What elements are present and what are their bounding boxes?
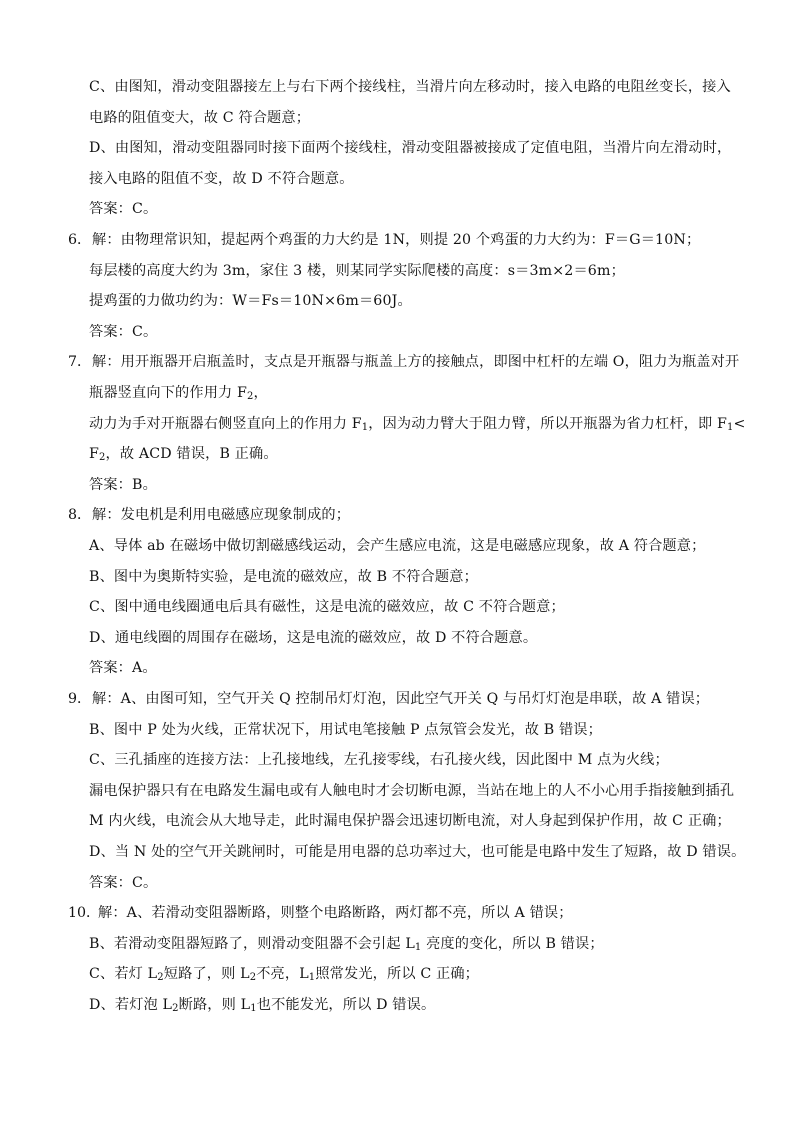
text-line: [89, 475, 157, 495]
text-segment: 瓶器竖直向下的作用力 F: [89, 385, 248, 401]
text-segment: 接入电路的阻值不变，故 D 不符合题意。: [89, 171, 354, 187]
text-line: [92, 505, 350, 525]
text-line: [89, 261, 625, 281]
text-line: [89, 536, 705, 556]
subscript: 2: [99, 452, 106, 463]
text-segment: D、若灯泡 L: [89, 997, 173, 1013]
text-line: [89, 811, 731, 831]
text-line: [89, 964, 479, 984]
text-line: [89, 291, 412, 311]
text-segment: 亮度的变化，所以 B 错误；: [421, 936, 604, 952]
subscript: 1: [361, 422, 369, 433]
text-line: [92, 352, 739, 372]
text-segment: C、图中通电线圈通电后具有磁性，这是电流的磁效应，故 C 不符合题意；: [89, 599, 565, 615]
text-segment: 提鸡蛋的力做功约为：W＝Fs＝10N×6m＝60J。: [89, 293, 412, 309]
text-line: [89, 597, 565, 617]
subscript: 2: [249, 972, 257, 983]
text-segment: C、三孔插座的连接方法：上孔接地线，左孔接零线，右孔接火线，因此图中 M 点为火线；: [89, 752, 669, 768]
text-line: [89, 383, 268, 403]
text-line: [89, 628, 537, 648]
text-segment: 动力为手对开瓶器右侧竖直向上的作用力 F: [89, 416, 362, 432]
text-segment: 解：发电机是利用电磁感应现象制成的；: [92, 507, 351, 523]
text-segment: B、图中为奥斯特实验，是电流的磁效应，故 B 不符合题意；: [89, 569, 478, 585]
text-line: [89, 444, 278, 464]
text-segment: 答案：C。: [89, 324, 158, 340]
text-segment: ，: [253, 385, 268, 401]
text-line: [89, 658, 157, 678]
text-segment: 答案：B。: [89, 477, 157, 493]
text-segment: ，故 ACD 错误，B 正确。: [105, 446, 278, 462]
text-segment: 解：由物理常识知，提起两个鸡蛋的力大约是 1N，则提 20 个鸡蛋的力大约为：F＝G＝10N；: [92, 232, 701, 248]
text-segment: B、若滑动变阻器短路了，则滑动变阻器不会引起 L: [89, 936, 415, 952]
text-segment: 不亮，L: [256, 966, 309, 982]
text-line: [89, 720, 602, 740]
text-line: [89, 108, 310, 128]
subscript: 1: [727, 422, 734, 433]
text-line: [89, 873, 157, 893]
text-segment: D、由图知，滑动变阻器同时接下面两个接线柱，滑动变阻器被接成了定值电阻，当滑片向左滑动时，: [89, 140, 732, 156]
text-line: [89, 77, 731, 97]
text-line: [89, 567, 478, 587]
question-number: 9．: [68, 691, 92, 707]
question-number: 7．: [68, 354, 92, 370]
text-segment: 漏电保护器只有在电路发生漏电或有人触电时才会切断电源，当站在地上的人不小心用手指接触到插孔: [89, 783, 735, 799]
text-line: [89, 414, 746, 434]
text-segment: 也不能发光，所以 D 错误。: [256, 997, 436, 1013]
text-line: [92, 689, 709, 709]
text-segment: B、图中 P 处为火线，正常状况下，用试电笔接触 P 点氖管会发光，故 B 错误；: [89, 722, 602, 738]
text-line: [89, 995, 435, 1015]
text-segment: ，因为动力臂大于阻力臂，所以开瓶器为省力杠杆，即 F: [368, 416, 728, 432]
subscript: 1: [308, 972, 316, 983]
text-line: [92, 230, 700, 250]
text-segment: 短路了，则 L: [163, 966, 250, 982]
text-segment: 断路，则 L: [178, 997, 251, 1013]
text-segment: 解：A、由图可知，空气开关 Q 控制吊灯灯泡，因此空气开关 Q 与吊灯灯泡是串联，故 A 错误；: [92, 691, 710, 707]
text-line: [98, 903, 573, 923]
text-line: [89, 138, 731, 158]
text-line: [89, 322, 157, 342]
text-segment: 照常发光，所以 C 正确；: [315, 966, 480, 982]
text-line: [89, 750, 669, 770]
text-segment: C、由图知，滑动变阻器接左上与右下两个接线柱，当滑片向左移动时，接入电路的电阻丝变长，接入: [89, 79, 731, 95]
question-number: 10．: [68, 905, 101, 921]
subscript: 1: [414, 942, 422, 953]
question-number: 8．: [68, 507, 92, 523]
text-segment: 答案：C。: [89, 875, 158, 891]
text-segment: 解：用开瓶器开启瓶盖时，支点是开瓶器与瓶盖上方的接触点，即图中杠杆的左端 O，阻力为瓶盖对开: [92, 354, 740, 370]
text-segment: F: [89, 446, 99, 462]
question-number: 6．: [68, 232, 92, 248]
subscript: 2: [247, 391, 254, 402]
text-segment: 解：A、若滑动变阻器断路，则整个电路断路，两灯都不亮，所以 A 错误；: [98, 905, 573, 921]
text-line: [89, 781, 734, 801]
text-segment: A、导体 ab 在磁场中做切割磁感线运动，会产生感应电流，这是电磁感应现象，故 A 符合题意；: [89, 538, 706, 554]
text-segment: D、通电线圈的周围存在磁场，这是电流的磁效应，故 D 不符合题意。: [89, 630, 538, 646]
text-line: [89, 842, 745, 862]
text-segment: 每层楼的高度大约为 3m，家住 3 楼，则某同学实际爬楼的高度：s＝3m×2＝6m；: [89, 263, 625, 279]
text-line: [89, 199, 157, 219]
text-segment: 电路的阻值变大，故 C 符合题意；: [89, 110, 311, 126]
text-segment: 答案：A。: [89, 660, 157, 676]
text-segment: C、若灯 L: [89, 966, 158, 982]
text-segment: 答案：C。: [89, 201, 158, 217]
text-line: [89, 169, 354, 189]
subscript: 2: [157, 972, 164, 983]
subscript: 1: [250, 1003, 257, 1014]
text-segment: M 内火线，电流会从大地导走，此时漏电保护器会迅速切断电流，对人身起到保护作用，故 C 正确；: [89, 813, 731, 829]
subscript: 2: [172, 1003, 179, 1014]
text-line: [89, 934, 604, 954]
text-segment: <: [733, 416, 746, 432]
text-segment: D、当 N 处的空气开关跳闸时，可能是用电器的总功率过大，也可能是电路中发生了短路，故 D 错误。: [89, 844, 746, 860]
